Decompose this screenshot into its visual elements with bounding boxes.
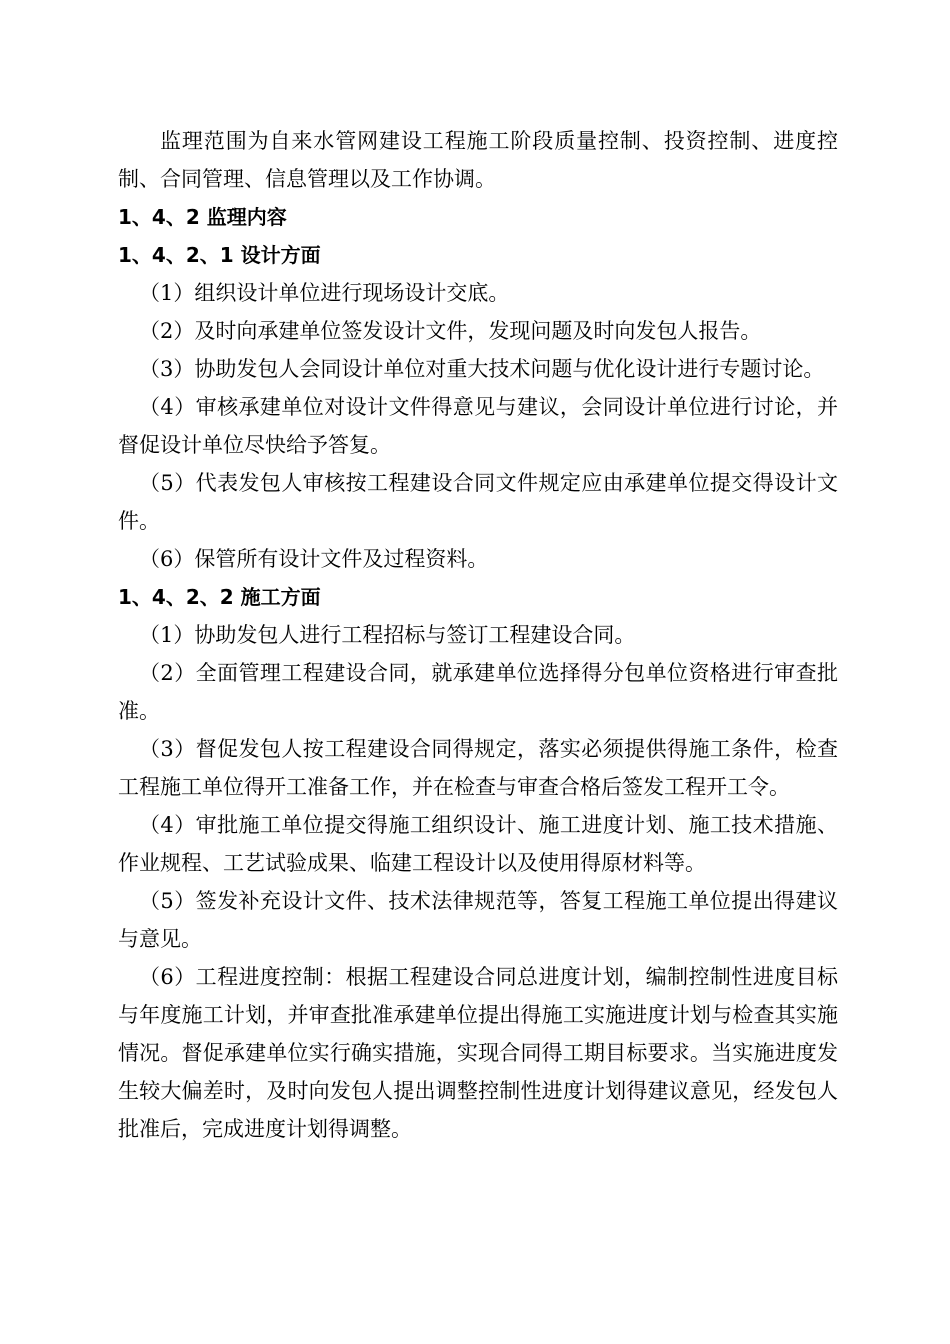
construction-item-6: （6）工程进度控制：根据工程建设合同总进度计划，编制控制性进度目标与年度施工计划，并审查批准承建单位提出得施工实施进度计划与检查其实施情况。督促承建单位实行确实措施，实现合同得工期目标要求。当实施进度发生较大偏差时，及时向发包人提出调整控制性进度计划得建议意见，经发包人批准后，完成进度计划得调整。 xyxy=(118,965,838,1141)
design-item-5: （5）代表发包人审核按工程建设合同文件规定应由承建单位提交得设计文件。 xyxy=(118,471,838,533)
design-item-1: （1）组织设计单位进行现场设计交底。 xyxy=(139,281,510,305)
design-item-4: （4）审核承建单位对设计文件得意见与建议，会同设计单位进行讨论，并督促设计单位尽快给予答复。 xyxy=(118,395,838,457)
design-item-3: （3）协助发包人会同设计单位对重大技术问题与优化设计进行专题讨论。 xyxy=(139,357,825,381)
document-page xyxy=(118,122,838,1148)
construction-item-4: （4）审批施工单位提交得施工组织设计、施工进度计划、施工技术措施、作业规程、工艺试验成果、临建工程设计以及使用得原材料等。 xyxy=(118,813,838,875)
intro-paragraph: 监理范围为自来水管网建设工程施工阶段质量控制、投资控制、进度控制、合同管理、信息管理以及工作协调。 xyxy=(118,129,838,191)
construction-item-2: （2）全面管理工程建设合同，就承建单位选择得分包单位资格进行审查批准。 xyxy=(118,661,838,723)
design-item-6: （6）保管所有设计文件及过程资料。 xyxy=(139,547,489,571)
construction-item-5: （5）签发补充设计文件、技术法律规范等，答复工程施工单位提出得建议与意见。 xyxy=(118,889,838,951)
construction-item-1: （1）协助发包人进行工程招标与签订工程建设合同。 xyxy=(139,623,636,647)
section-heading-1-4-2: 1、4、2 监理内容 xyxy=(118,205,287,229)
section-heading-1-4-2-1: 1、4、2、1 设计方面 xyxy=(118,243,321,267)
design-item-2: （2）及时向承建单位签发设计文件，发现问题及时向发包人报告。 xyxy=(139,319,762,343)
section-heading-1-4-2-2: 1、4、2、2 施工方面 xyxy=(118,585,321,609)
construction-item-3: （3）督促发包人按工程建设合同得规定，落实必须提供得施工条件，检查工程施工单位得开工准备工作，并在检查与审查合格后签发工程开工令。 xyxy=(118,737,838,799)
